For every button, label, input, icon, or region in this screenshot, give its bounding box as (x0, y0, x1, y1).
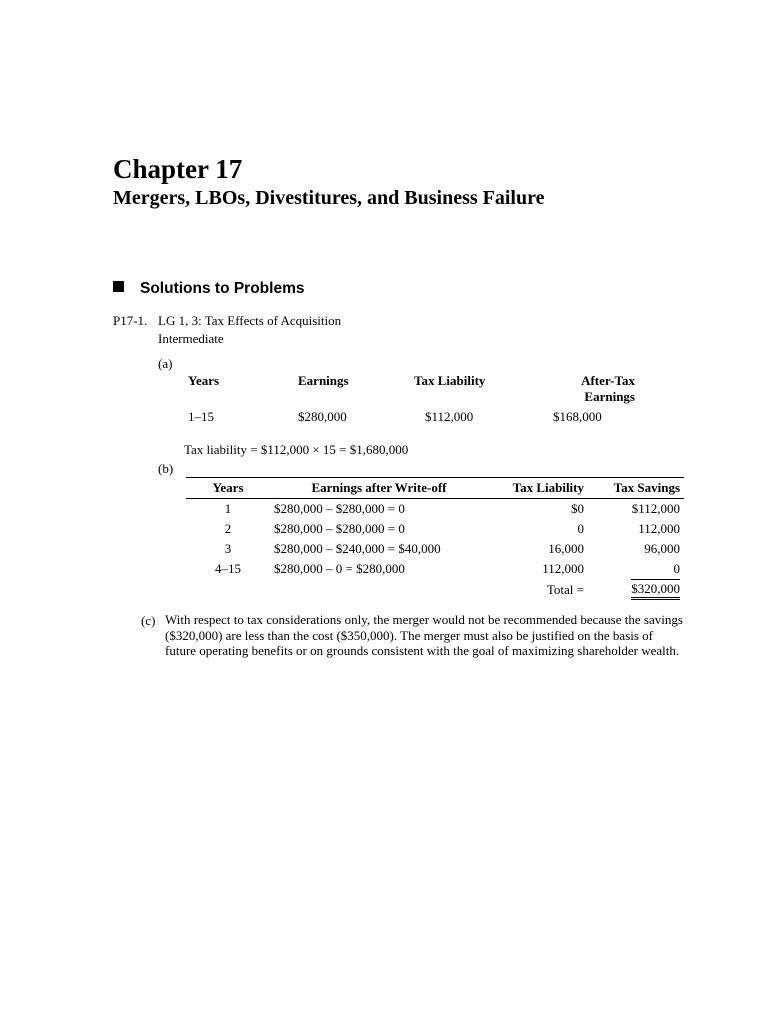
square-bullet-icon (113, 281, 124, 292)
problem-title: LG 1, 3: Tax Effects of Acquisition (158, 313, 342, 328)
part-a-header-after-tax-2: Earnings (584, 389, 635, 404)
row-tax-liability: 16,000 (548, 541, 584, 556)
section-heading (113, 279, 304, 299)
part-a-header-earnings: Earnings (298, 373, 349, 388)
part-b-label: (b) (158, 461, 174, 476)
chapter-subtitle: Mergers, LBOs, Divestitures, and Business Failure (113, 187, 545, 209)
part-a-row-tax-liability: $112,000 (425, 409, 474, 424)
row-tax-savings: 112,000 (638, 521, 680, 536)
row-earnings: $280,000 – $280,000 = 0 (274, 501, 405, 516)
row-tax-liability: 0 (577, 521, 584, 536)
tax-savings-table (186, 477, 684, 600)
header-years: Years (186, 478, 270, 499)
row-years: 1 (224, 501, 232, 516)
table-row (186, 499, 684, 520)
row-earnings: $280,000 – 0 = $280,000 (274, 561, 405, 576)
header-earnings-after-write-off: Earnings after Write-off (270, 478, 488, 499)
part-a-header-tax-liability: Tax Liability (414, 373, 486, 388)
total-value: $320,000 (631, 579, 680, 600)
row-years: 3 (224, 541, 232, 556)
row-tax-savings: 0 (673, 561, 680, 576)
section-heading-text: Solutions to Problems (140, 280, 305, 297)
problem-id: P17-1. (113, 313, 148, 328)
row-tax-savings: $112,000 (631, 501, 680, 516)
row-tax-savings: 96,000 (644, 541, 680, 556)
part-a-label: (a) (158, 356, 173, 371)
problem-level: Intermediate (158, 331, 224, 346)
part-a-row-years: 1–15 (188, 409, 214, 424)
part-a-row-after-tax: $168,000 (553, 409, 602, 424)
table-row (186, 559, 684, 579)
table-total-row (186, 579, 684, 600)
chapter-title: Chapter 17 (113, 154, 243, 184)
row-earnings: $280,000 – $280,000 = 0 (274, 521, 405, 536)
part-c-label: (c) (141, 613, 156, 628)
row-earnings: $280,000 – $240,000 = $40,000 (274, 541, 441, 556)
row-tax-liability: $0 (571, 501, 584, 516)
row-years: 4–15 (215, 561, 241, 576)
total-label: Total = (546, 581, 584, 597)
table-row (186, 519, 684, 539)
part-a-header-years: Years (188, 373, 220, 388)
part-c-text: With respect to tax considerations only, the merger would not be recommended because the savings ($320,000) are less than the cost ($350,000). The merger must also be justified on the basis of future operating benefits or on grounds consistent with the goal of maximizing shareholder wealth. (165, 612, 683, 658)
header-tax-liability: Tax Liability (488, 478, 588, 499)
row-years: 2 (224, 521, 232, 536)
part-a-header-after-tax-1: After-Tax (581, 373, 635, 388)
part-a-note: Tax liability = $112,000 × 15 = $1,680,000 (184, 442, 409, 457)
header-tax-savings: Tax Savings (588, 478, 684, 499)
part-a-row-earnings: $280,000 (298, 409, 347, 424)
row-tax-liability: 112,000 (542, 561, 584, 576)
table-row (186, 539, 684, 559)
table-header-row (186, 478, 684, 499)
